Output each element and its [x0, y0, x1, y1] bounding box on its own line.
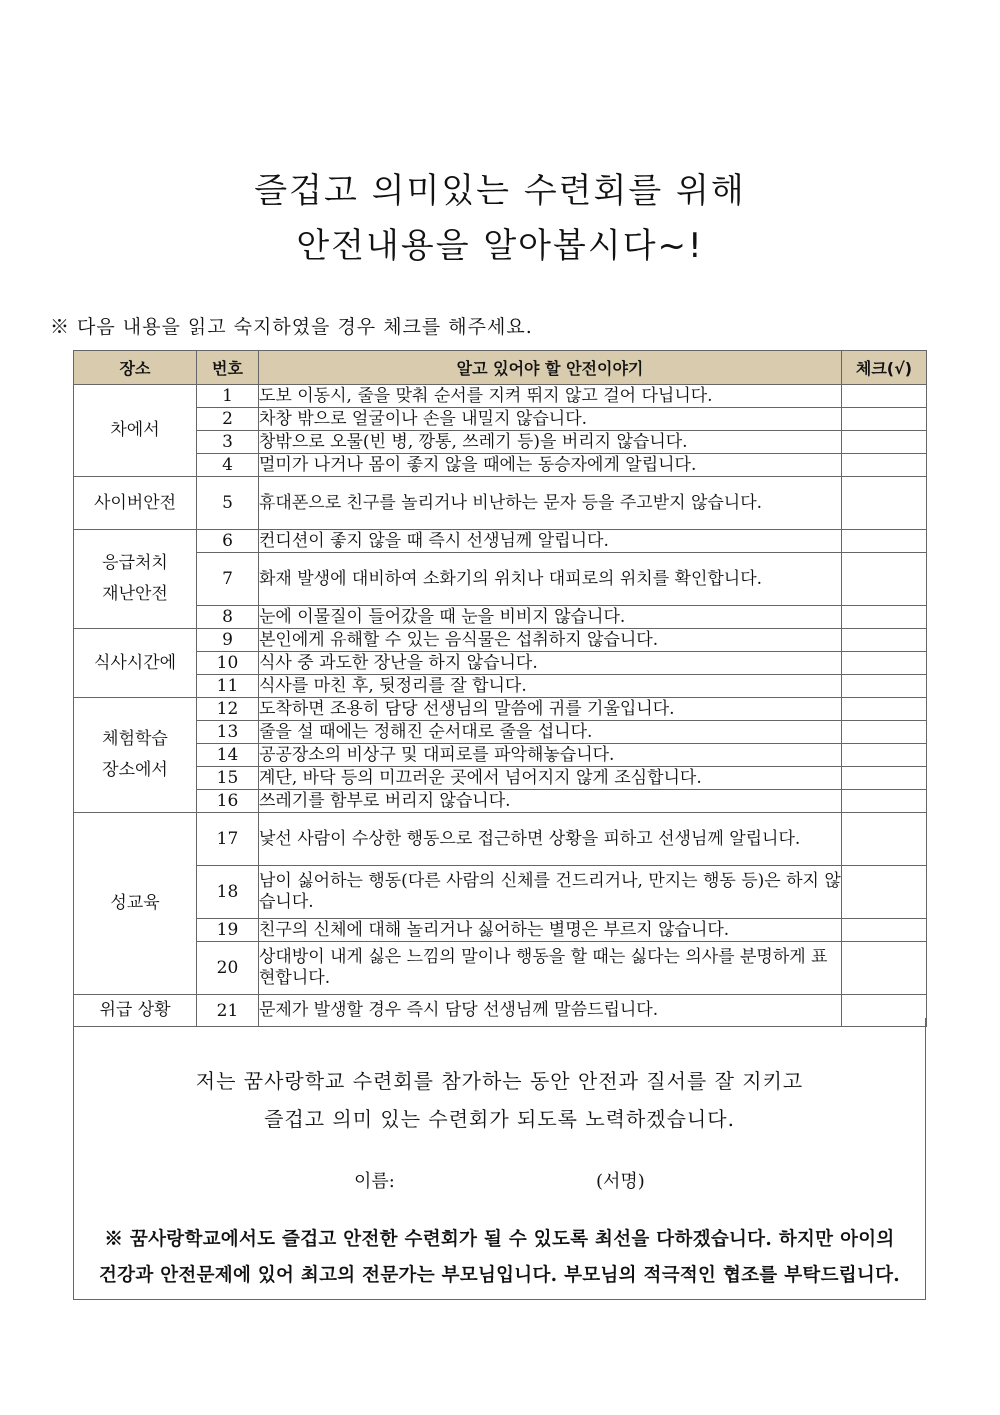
item-number: 3 [197, 431, 259, 454]
check-cell[interactable] [842, 652, 927, 675]
item-number: 11 [197, 675, 259, 698]
check-cell[interactable] [842, 866, 927, 919]
place-cell: 차에서 [74, 385, 197, 477]
item-text: 창밖으로 오물(빈 병, 깡통, 쓰레기 등)을 버리지 않습니다. [259, 431, 842, 454]
check-cell[interactable] [842, 744, 927, 767]
item-text: 공공장소의 비상구 및 대피로를 파악해놓습니다. [259, 744, 842, 767]
table-header-row [74, 351, 927, 385]
item-text: 멀미가 나거나 몸이 좋지 않을 때에는 동승자에게 알립니다. [259, 454, 842, 477]
item-number: 7 [197, 553, 259, 606]
table-row [74, 652, 927, 675]
name-label: 이름: [354, 1171, 395, 1192]
table-row [74, 866, 927, 919]
table-row [74, 721, 927, 744]
item-number: 8 [197, 606, 259, 629]
item-number: 16 [197, 790, 259, 813]
signature-label: (서명) [596, 1171, 645, 1192]
table-row [74, 408, 927, 431]
item-text: 눈에 이물질이 들어갔을 때 눈을 비비지 않습니다. [259, 606, 842, 629]
check-cell[interactable] [842, 553, 927, 606]
table-row [74, 385, 927, 408]
item-number: 10 [197, 652, 259, 675]
place-cell: 식사시간에 [74, 629, 197, 698]
item-text: 계단, 바닥 등의 미끄러운 곳에서 넘어지지 않게 조심합니다. [259, 767, 842, 790]
header-number: 번호 [197, 351, 259, 385]
table-row [74, 606, 927, 629]
page-title-line1: 즐겁고 의미있는 수련회를 위해 [254, 171, 746, 211]
parent-note-line1: ※ 꿈사랑학교에서도 즐겁고 안전한 수련회가 될 수 있도록 최선을 다하겠습니다. 하지만 아이의 [104, 1229, 895, 1250]
table-row [74, 919, 927, 942]
parent-note-line2: 건강과 안전문제에 있어 최고의 전문가는 부모님입니다. 부모님의 적극적인 협조를 부탁드립니다. [99, 1265, 900, 1286]
item-number: 18 [197, 866, 259, 919]
item-text: 식사 중 과도한 장난을 하지 않습니다. [259, 652, 842, 675]
pledge-line2: 즐겁고 의미 있는 수련회가 되도록 노력하겠습니다. [264, 1107, 735, 1131]
item-number: 14 [197, 744, 259, 767]
item-number: 15 [197, 767, 259, 790]
table-row [74, 477, 927, 530]
item-number: 21 [197, 995, 259, 1027]
table-row [74, 629, 927, 652]
check-cell[interactable] [842, 919, 927, 942]
item-number: 19 [197, 919, 259, 942]
item-text: 문제가 발생할 경우 즉시 담당 선생님께 말씀드립니다. [259, 995, 842, 1027]
item-number: 12 [197, 698, 259, 721]
item-text: 쓰레기를 함부로 버리지 않습니다. [259, 790, 842, 813]
check-cell[interactable] [842, 454, 927, 477]
item-number: 9 [197, 629, 259, 652]
item-text: 화재 발생에 대비하여 소화기의 위치나 대피로의 위치를 확인합니다. [259, 553, 842, 606]
check-cell[interactable] [842, 606, 927, 629]
item-number: 1 [197, 385, 259, 408]
header-place: 장소 [74, 351, 197, 385]
item-number: 13 [197, 721, 259, 744]
item-text: 낯선 사람이 수상한 행동으로 접근하면 상황을 피하고 선생님께 알립니다. [259, 813, 842, 866]
check-cell[interactable] [842, 721, 927, 744]
item-number: 6 [197, 530, 259, 553]
check-cell[interactable] [842, 675, 927, 698]
header-content: 알고 있어야 할 안전이야기 [259, 351, 842, 385]
check-cell[interactable] [842, 385, 927, 408]
check-cell[interactable] [842, 530, 927, 553]
place-cell: 체험학습 장소에서 [74, 698, 197, 813]
table-row [74, 431, 927, 454]
item-number: 5 [197, 477, 259, 530]
item-text: 차창 밖으로 얼굴이나 손을 내밀지 않습니다. [259, 408, 842, 431]
table-row [74, 675, 927, 698]
item-text: 남이 싫어하는 행동(다른 사람의 신체를 건드리거나, 만지는 행동 등)은 하지 않습니다. [259, 866, 842, 919]
table-row [74, 942, 927, 995]
check-cell[interactable] [842, 790, 927, 813]
check-cell[interactable] [842, 813, 927, 866]
item-number: 20 [197, 942, 259, 995]
check-cell[interactable] [842, 629, 927, 652]
item-number: 2 [197, 408, 259, 431]
check-cell[interactable] [842, 431, 927, 454]
table-row [74, 698, 927, 721]
item-number: 4 [197, 454, 259, 477]
item-text: 컨디션이 좋지 않을 때 즉시 선생님께 알립니다. [259, 530, 842, 553]
place-cell: 성교육 [74, 813, 197, 995]
check-cell[interactable] [842, 767, 927, 790]
table-body [74, 385, 927, 1027]
instruction-text: ※ 다음 내용을 읽고 숙지하였을 경우 체크를 해주세요. [50, 316, 533, 338]
item-text: 휴대폰으로 친구를 놀리거나 비난하는 문자 등을 주고받지 않습니다. [259, 477, 842, 530]
item-text: 도보 이동시, 줄을 맞춰 순서를 지켜 뛰지 않고 걸어 다닙니다. [259, 385, 842, 408]
header-check: 체크(√) [842, 351, 927, 385]
item-number: 17 [197, 813, 259, 866]
table-row [74, 553, 927, 606]
pledge-box [73, 1018, 926, 1300]
page-title-line2: 안전내용을 알아봅시다~! [296, 226, 704, 266]
table-row [74, 767, 927, 790]
item-text: 친구의 신체에 대해 놀리거나 싫어하는 별명은 부르지 않습니다. [259, 919, 842, 942]
place-cell: 사이버안전 [74, 477, 197, 530]
pledge-line1: 저는 꿈사랑학교 수련회를 참가하는 동안 안전과 질서를 잘 지키고 [195, 1069, 804, 1093]
place-cell: 위급 상황 [74, 995, 197, 1027]
item-text: 본인에게 유해할 수 있는 음식물은 섭취하지 않습니다. [259, 629, 842, 652]
check-cell[interactable] [842, 477, 927, 530]
place-cell: 응급처치 재난안전 [74, 530, 197, 629]
table-row [74, 744, 927, 767]
item-text: 도착하면 조용히 담당 선생님의 말씀에 귀를 기울입니다. [259, 698, 842, 721]
check-cell[interactable] [842, 942, 927, 995]
table-row [74, 813, 927, 866]
check-cell[interactable] [842, 408, 927, 431]
item-text: 줄을 설 때에는 정해진 순서대로 줄을 섭니다. [259, 721, 842, 744]
check-cell[interactable] [842, 698, 927, 721]
item-text: 상대방이 내게 싫은 느낌의 말이나 행동을 할 때는 싫다는 의사를 분명하게 표현합니다. [259, 942, 842, 995]
safety-checklist-table [73, 350, 927, 1027]
table-row [74, 790, 927, 813]
table-row [74, 454, 927, 477]
table-row [74, 530, 927, 553]
item-text: 식사를 마친 후, 뒷정리를 잘 합니다. [259, 675, 842, 698]
